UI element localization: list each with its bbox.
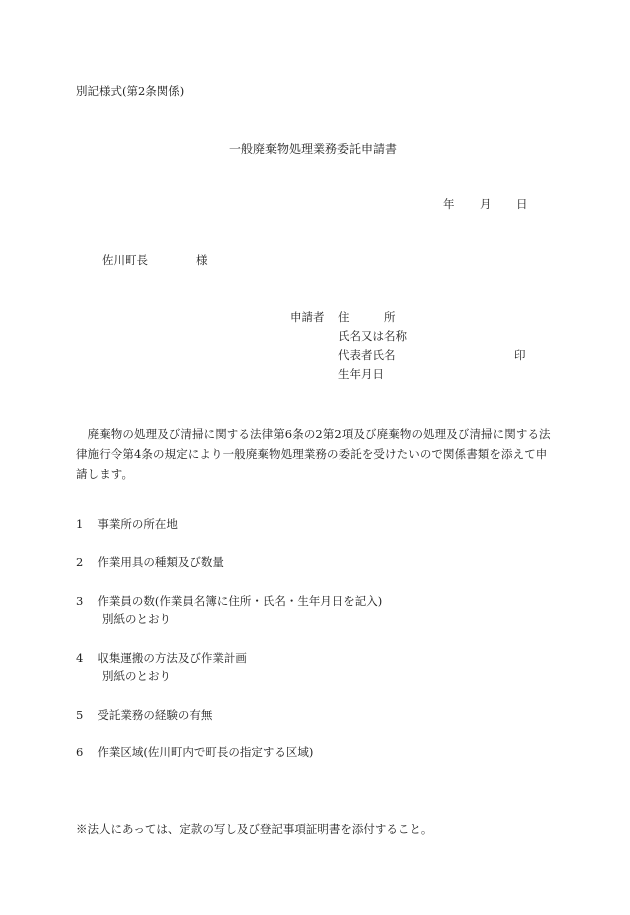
seal-mark: 印 [514, 348, 526, 362]
item-text: 作業員の数(作業員名簿に住所・氏名・生年月日を記入) [97, 594, 383, 608]
item-number: 3 [76, 594, 84, 608]
item-number: 4 [76, 651, 84, 665]
item-text: 作業区域(佐川町内で町長の指定する区域) [97, 745, 314, 759]
date-day: 日 [516, 197, 528, 211]
item-subtext: 別紙のとおり [102, 612, 171, 626]
item-text: 事業所の所在地 [97, 517, 178, 531]
item-text: 収集運搬の方法及び作業計画 [97, 651, 247, 665]
item-number: 5 [76, 708, 84, 722]
list-item [76, 556, 224, 570]
applicant-label: 申請者 [290, 310, 325, 324]
footnote: ※法人にあっては、定款の写し及び登記事項証明書を添付すること。 [76, 822, 433, 836]
item-text: 受託業務の経験の有無 [97, 708, 213, 722]
name-label: 氏名又は名称 [338, 329, 407, 343]
list-item [76, 518, 178, 532]
list-item [76, 709, 212, 723]
representative-label: 代表者氏名 [338, 348, 396, 362]
item-number: 1 [76, 517, 84, 531]
item-text: 作業用具の種類及び数量 [97, 555, 224, 569]
list-item [76, 595, 382, 609]
birthdate-label: 生年月日 [338, 367, 384, 381]
application-statement: 廃棄物の処理及び清掃に関する法律第6条の2第2項及び廃棄物の処理及び清掃に関する法律施行令第4条の規定により一般廃棄物処理業務の委託を受けたいので関係書類を添えて申請します。 [76, 427, 551, 481]
addressee-suffix: 様 [196, 253, 208, 267]
item-number: 2 [76, 555, 84, 569]
document-title: 一般廃棄物処理業務委託申請書 [229, 142, 398, 156]
date-month: 月 [480, 197, 492, 211]
item-number: 6 [76, 745, 84, 759]
address-label: 住 所 [338, 310, 396, 324]
list-item [76, 746, 313, 760]
form-reference-label: 別記様式(第2条関係) [76, 84, 185, 98]
item-subtext: 別紙のとおり [102, 669, 171, 683]
list-item [76, 652, 247, 666]
date-year: 年 [443, 197, 455, 211]
addressee-name: 佐川町長 [102, 253, 148, 267]
